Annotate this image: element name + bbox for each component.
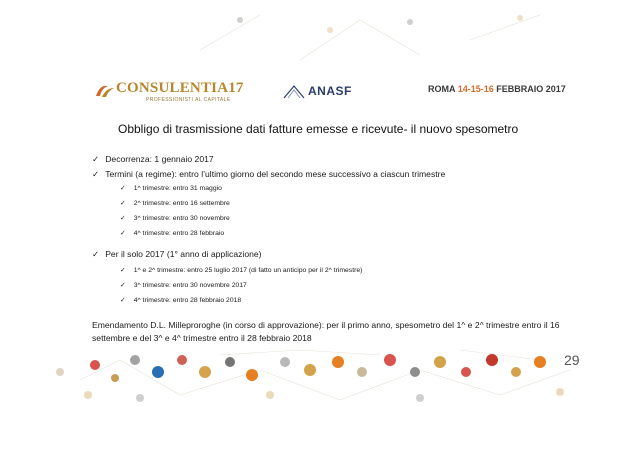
page-number: 29 — [564, 352, 580, 368]
amendment-note: Emendamento D.L. Milleproroghe (in corso di approvazione): per il primo anno, spesometro del 1^ e 2^ trimestre entro il 16 settembre e del 3^ e 4^ trimestre entro il 28 febbraio 2018 — [92, 320, 560, 343]
consulentia-wordmark: CONSULENTIA17 — [116, 80, 244, 96]
list-item-text: 1^ e 2^ trimestre: entro 25 luglio 2017 (di fatto un anticipo per il 2^ trimestre) — [133, 267, 363, 274]
sub-list-item — [120, 184, 222, 192]
checkmark-icon: ✓ — [120, 229, 126, 237]
checkmark-icon: ✓ — [120, 296, 126, 304]
event-date — [428, 84, 566, 94]
checkmark-icon: ✓ — [92, 170, 100, 180]
sub-list-item — [120, 214, 230, 222]
list-item — [92, 169, 445, 180]
event-month-year: FEBBRAIO 2017 — [496, 84, 566, 94]
list-item — [92, 154, 214, 165]
consulentia-tagline: PROFESSIONISTI AL CAPITALE — [146, 97, 231, 103]
anasf-emblem-icon — [282, 84, 306, 100]
checkmark-icon: ✓ — [120, 184, 126, 192]
checkmark-icon: ✓ — [120, 199, 126, 207]
list-item-text: Per il solo 2017 (1° anno di applicazione) — [105, 249, 262, 259]
list-item-text: Termini (a regime): entro l’ultimo giorno del secondo mese successivo a ciascun trimestre — [105, 169, 446, 179]
sub-list-item — [120, 266, 362, 274]
checkmark-icon: ✓ — [120, 281, 126, 289]
consulentia-logo — [94, 78, 244, 108]
sub-list-item — [120, 281, 247, 289]
anasf-logo — [282, 82, 372, 104]
list-item — [92, 249, 262, 260]
checkmark-icon: ✓ — [120, 214, 126, 222]
checkmark-icon: ✓ — [120, 266, 126, 274]
list-item-text: 4^ trimestre: entro 28 febbraio — [133, 230, 225, 237]
slide-title: Obbligo di trasmissione dati fatture emesse e ricevute- il nuovo spesometro — [118, 122, 519, 136]
event-days: 14-15-16 — [457, 84, 494, 94]
list-item-text: 3^ trimestre: entro 30 novembre — [133, 215, 230, 222]
consulentia-emblem-icon — [94, 82, 116, 100]
list-item-text: 4^ trimestre: entro 28 febbraio 2018 — [133, 297, 242, 304]
sub-list-item — [120, 296, 241, 304]
sub-list-item — [120, 229, 224, 237]
event-city: ROMA — [428, 84, 456, 94]
list-item-text: Decorrenza: 1 gennaio 2017 — [105, 154, 214, 164]
anasf-wordmark: ANASF — [308, 84, 352, 98]
sub-list-item — [120, 199, 230, 207]
checkmark-icon: ✓ — [92, 155, 100, 165]
header-band — [0, 62, 638, 114]
list-item-text: 1^ trimestre: entro 31 maggio — [133, 185, 222, 192]
list-item-text: 2^ trimestre: entro 16 settembre — [133, 200, 230, 207]
list-item-text: 3^ trimestre: entro 30 novembre 2017 — [133, 282, 247, 289]
checkmark-icon: ✓ — [92, 250, 100, 260]
